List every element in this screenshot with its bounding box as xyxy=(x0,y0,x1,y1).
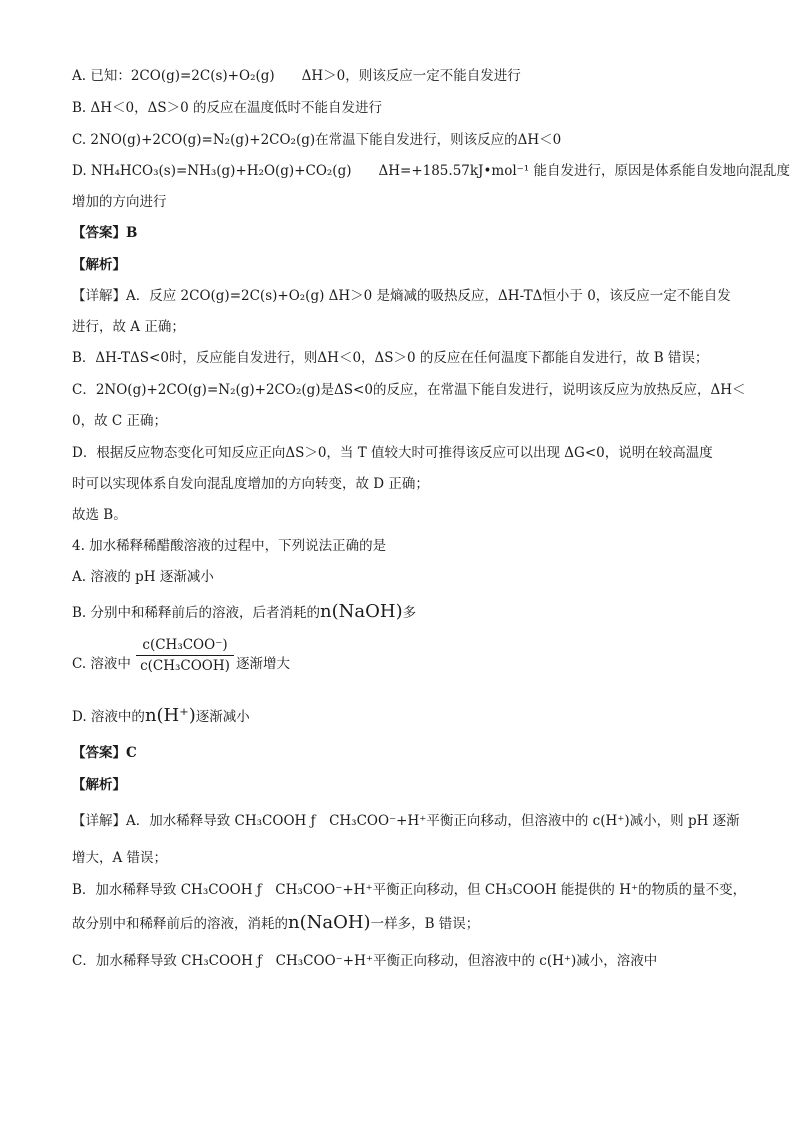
q3-option-d-line2: 增加的方向进行 xyxy=(72,194,167,210)
q4-option-d-suffix: 逐渐减小 xyxy=(195,709,250,725)
q4-option-b-suffix: 多 xyxy=(402,605,417,621)
q3-answer: 【答案】B xyxy=(72,225,138,241)
q4-option-b-math: n(NaOH) xyxy=(320,601,403,622)
q4-option-c-suffix: 逐渐增大 xyxy=(236,656,290,672)
q3-option-d-line1: D. NH₄HCO₃(s)=NH₃(g)+H₂O(g)+CO₂(g) ΔH=+185.57kJ•mol⁻¹ 能自发进行，原因是体系能自发地向混乱度 xyxy=(72,163,790,179)
q3-analysis-label: 【解析】 xyxy=(72,257,126,273)
q4-stem: 4. 加水稀释稀醋酸溶液的过程中，下列说法正确的是 xyxy=(72,538,387,554)
q3-conclusion: 故选 B。 xyxy=(72,507,127,523)
q3-option-b: B. ΔH＜0，ΔS＞0 的反应在温度低时不能自发进行 xyxy=(72,100,382,116)
q3-option-a: A. 已知：2CO(g)=2C(s)+O₂(g) ΔH＞0，则该反应一定不能自发进行 xyxy=(72,68,521,84)
q3-detail-d-line2: 时可以实现体系自发向混乱度增加的方向转变，故 D 正确； xyxy=(72,476,429,492)
q4-detail-a-line1: 【详解】A．加水稀释导致 CH₃COOH ƒ CH₃COO⁻+H⁺平衡正向移动，但溶液中的 c(H⁺)减小，则 pH 逐渐 xyxy=(72,813,740,829)
q4-option-d xyxy=(72,707,250,726)
q4-detail-b-suffix: 一样多，B 错误； xyxy=(370,916,480,932)
fraction-numerator: c(CH₃COO⁻) xyxy=(142,637,228,653)
q4-option-b-prefix: B. 分别中和稀释前后的溶液，后者消耗的 xyxy=(72,605,321,621)
q4-option-a: A. 溶液的 pH 逐渐减小 xyxy=(72,569,214,585)
q3-detail-b: B．ΔH-TΔS<0时，反应能自发进行，则ΔH＜0，ΔS＞0 的反应在任何温度下都能自发进行，故 B 错误； xyxy=(72,350,709,366)
q4-option-c-fraction xyxy=(136,636,234,675)
q4-detail-b-prefix: 故分别中和稀释前后的溶液，消耗的 xyxy=(72,916,288,932)
q4-detail-a-line2: 增大，A 错误； xyxy=(72,850,168,866)
q4-option-c-prefix: C. 溶液中 xyxy=(72,656,131,672)
q3-detail-a-line2: 进行，故 A 正确； xyxy=(72,319,185,335)
q4-detail-b-line2 xyxy=(72,914,479,933)
q4-detail-b-math: n(NaOH) xyxy=(288,912,371,933)
q4-option-b xyxy=(72,603,416,622)
q4-option-d-prefix: D. 溶液中的 xyxy=(72,709,145,725)
q4-option-d-math: n(H⁺) xyxy=(144,705,196,726)
q4-analysis-label: 【解析】 xyxy=(72,777,126,793)
q3-detail-c-line2: 0，故 C 正确； xyxy=(72,413,168,429)
q3-option-c: C. 2NO(g)+2CO(g)=N₂(g)+2CO₂(g)在常温下能自发进行，则该反应的ΔH＜0 xyxy=(72,132,562,148)
q4-answer: 【答案】C xyxy=(72,745,137,761)
q3-detail-a-line1: 【详解】A．反应 2CO(g)=2C(s)+O₂(g) ΔH＞0 是熵减的吸热反应，ΔH-TΔ恒小于 0，该反应一定不能自发 xyxy=(72,288,731,304)
q4-detail-c-line1: C．加水稀释导致 CH₃COOH ƒ CH₃COO⁻+H⁺平衡正向移动，但溶液中的 c(H⁺)减小，溶液中 xyxy=(72,953,658,969)
q4-detail-b-line1: B．加水稀释导致 CH₃COOH ƒ CH₃COO⁻+H⁺平衡正向移动，但 CH₃COOH 能提供的 H⁺的物质的量不变， xyxy=(72,882,747,898)
q3-detail-d-line1: D．根据反应物态变化可知反应正向ΔS＞0，当 T 值较大时可推得该反应可以出现 ΔG<0，说明在较高温度 xyxy=(72,445,713,461)
q3-detail-c-line1: C．2NO(g)+2CO(g)=N₂(g)+2CO₂(g)是ΔS<0的反应，在常温下能自发进行，说明该反应为放热反应，ΔH＜ xyxy=(72,382,746,398)
fraction-denominator: c(CH₃COOH) xyxy=(140,658,230,674)
fraction-bar xyxy=(136,655,234,656)
